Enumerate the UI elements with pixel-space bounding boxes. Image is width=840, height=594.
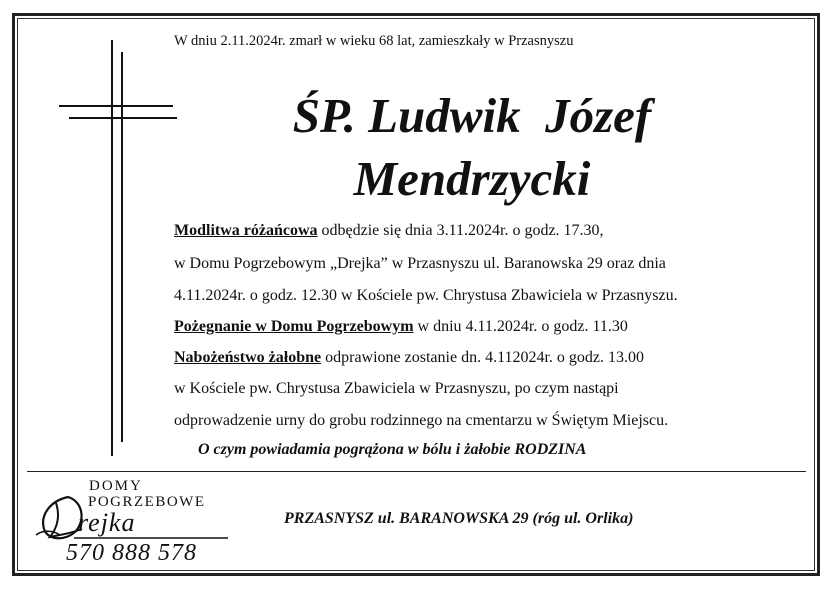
mass-label: Nabożeństwo żałobne [174, 349, 322, 366]
farewell-text: w dniu 4.11.2024r. o godz. 11.30 [413, 318, 628, 335]
logo-pogrzebowe-text: POGRZEBOWE [88, 494, 206, 510]
footer-divider [27, 471, 806, 472]
cross-vertical-line-1 [111, 40, 113, 456]
phone-number: 570 888 578 [66, 540, 197, 566]
service-line-3: 4.11.2024r. o godz. 12.30 w Kościele pw. Chrystusa Zbawiciela w Przasnyszu. [174, 287, 678, 304]
name-line-2: Mendrzycki [353, 151, 591, 206]
logo-domy-text: DOMY [89, 478, 143, 494]
rosary-line [174, 222, 604, 240]
cross-vertical-line-2 [121, 52, 123, 442]
family-closing: O czym powiadamia pogrążona w bólu i żałobie RODZINA [198, 441, 587, 458]
deceased-name [182, 84, 762, 210]
cross-horizontal-line-2 [69, 117, 177, 119]
service-line-6: w Kościele pw. Chrystusa Zbawiciela w Przasnyszu, po czym nastąpi [174, 380, 619, 397]
logo-rejka-text: rejka [78, 508, 136, 537]
rosary-label: Modlitwa różańcowa [174, 222, 318, 239]
farewell-label: Pożegnanie w Domu Pogrzebowym [174, 318, 414, 335]
service-line-7: odprowadzenie urny do grobu rodzinnego na cmentarzu w Świętym Miejscu. [174, 412, 669, 429]
cross-horizontal-line-1 [59, 105, 173, 107]
mass-line [174, 349, 644, 367]
death-intro: W dniu 2.11.2024r. zmarł w wieku 68 lat, zamieszkały w Przasnyszu [174, 33, 574, 49]
mass-text: odprawione zostanie dn. 4.112024r. o godz. 13.00 [321, 349, 645, 366]
name-line-1: ŚP. Ludwik Józef [292, 88, 652, 143]
farewell-line [174, 318, 628, 336]
funeral-home-address: PRZASNYSZ ul. BARANOWSKA 29 (róg ul. Orlika) [284, 510, 634, 527]
service-line-2: w Domu Pogrzebowym „Drejka” w Przasnyszu ul. Baranowska 29 oraz dnia [174, 255, 666, 272]
rosary-text: odbędzie się dnia 3.11.2024r. o godz. 17.30, [317, 222, 604, 239]
